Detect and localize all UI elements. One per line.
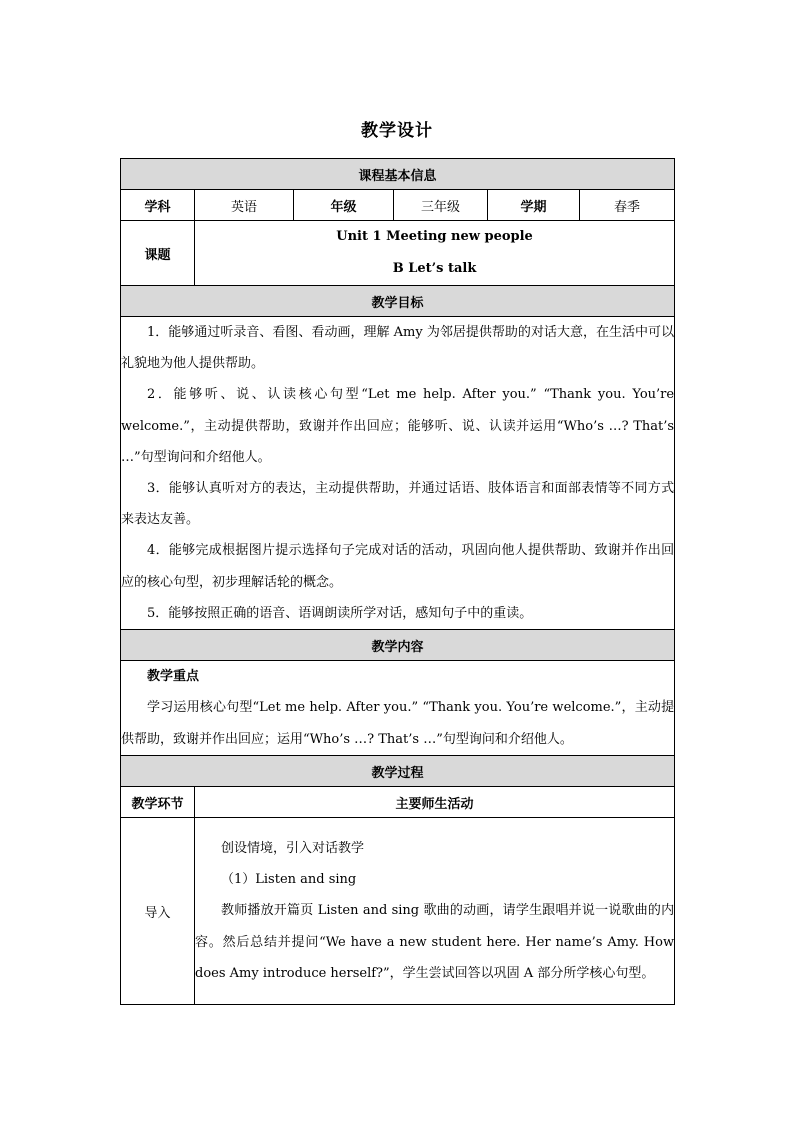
intro-heading: 创设情境，引入对话教学 — [221, 840, 365, 856]
focus-text: 学习运用核心句型“Let me help. After you.” “Thank you. You’re welcome.”，主动提供帮助，致谢并作出回应；运用“Who’s …? That’s …”句型询问和介绍他人。 — [121, 700, 675, 747]
intro-activity — [195, 818, 675, 1005]
goal-item: 1．能够通过听录音、看图、看动画，理解 Amy 为邻居提供帮助的对话大意，在生活中可以礼貌地为他人提供帮助。 — [121, 325, 675, 372]
document-title: 教学设计 — [361, 121, 433, 141]
subject-value: 英语 — [195, 190, 294, 221]
grade-label: 年级 — [294, 190, 394, 221]
goal-item: 2．能够听、说、认读核心句型“Let me help. After you.” “Thank you. You’re welcome.”，主动提供帮助，致谢并作出回应；能够听、说、认读并运用“Who’s …? That’s …”句型询问和介绍他人。 — [121, 387, 675, 465]
topic-lesson: B Let’s talk — [392, 261, 477, 276]
stage-column-header: 教学环节 — [121, 787, 195, 818]
goal-item: 4．能够完成根据图片提示选择句子完成对话的活动，巩固向他人提供帮助、致谢并作出回应的核心句型，初步理解话轮的概念。 — [121, 543, 675, 590]
goal-item: 5．能够按照正确的语音、语调朗读所学对话，感知句子中的重读。 — [147, 605, 533, 621]
lesson-plan-table — [120, 158, 675, 1005]
content-body — [121, 661, 675, 756]
goals-header: 教学目标 — [121, 286, 675, 317]
term-label: 学期 — [488, 190, 580, 221]
term-value: 春季 — [580, 190, 675, 221]
stage-intro: 导入 — [121, 818, 195, 1005]
topic-label: 课题 — [121, 221, 195, 286]
basic-info-header: 课程基本信息 — [121, 159, 675, 190]
topic-value — [195, 221, 675, 286]
focus-title: 教学重点 — [147, 669, 200, 685]
activity-column-header: 主要师生活动 — [195, 787, 675, 818]
intro-step: （1）Listen and sing — [221, 872, 357, 888]
intro-text: 教师播放开篇页 Listen and sing 歌曲的动画，请学生跟唱并说一说歌曲的内容。然后总结并提问“We have a new student here. Her name’s Amy. How does Amy introduce herself?”，学生尝试回答以巩固 A 部分所学核心句型。 — [195, 903, 675, 981]
goals-body — [121, 317, 675, 630]
process-header: 教学过程 — [121, 756, 675, 787]
goal-item: 3．能够认真听对方的表达，主动提供帮助，并通过话语、肢体语言和面部表情等不同方式来表达友善。 — [121, 481, 675, 528]
subject-label: 学科 — [121, 190, 195, 221]
grade-value: 三年级 — [394, 190, 488, 221]
topic-unit: Unit 1 Meeting new people — [336, 229, 533, 244]
content-header: 教学内容 — [121, 630, 675, 661]
